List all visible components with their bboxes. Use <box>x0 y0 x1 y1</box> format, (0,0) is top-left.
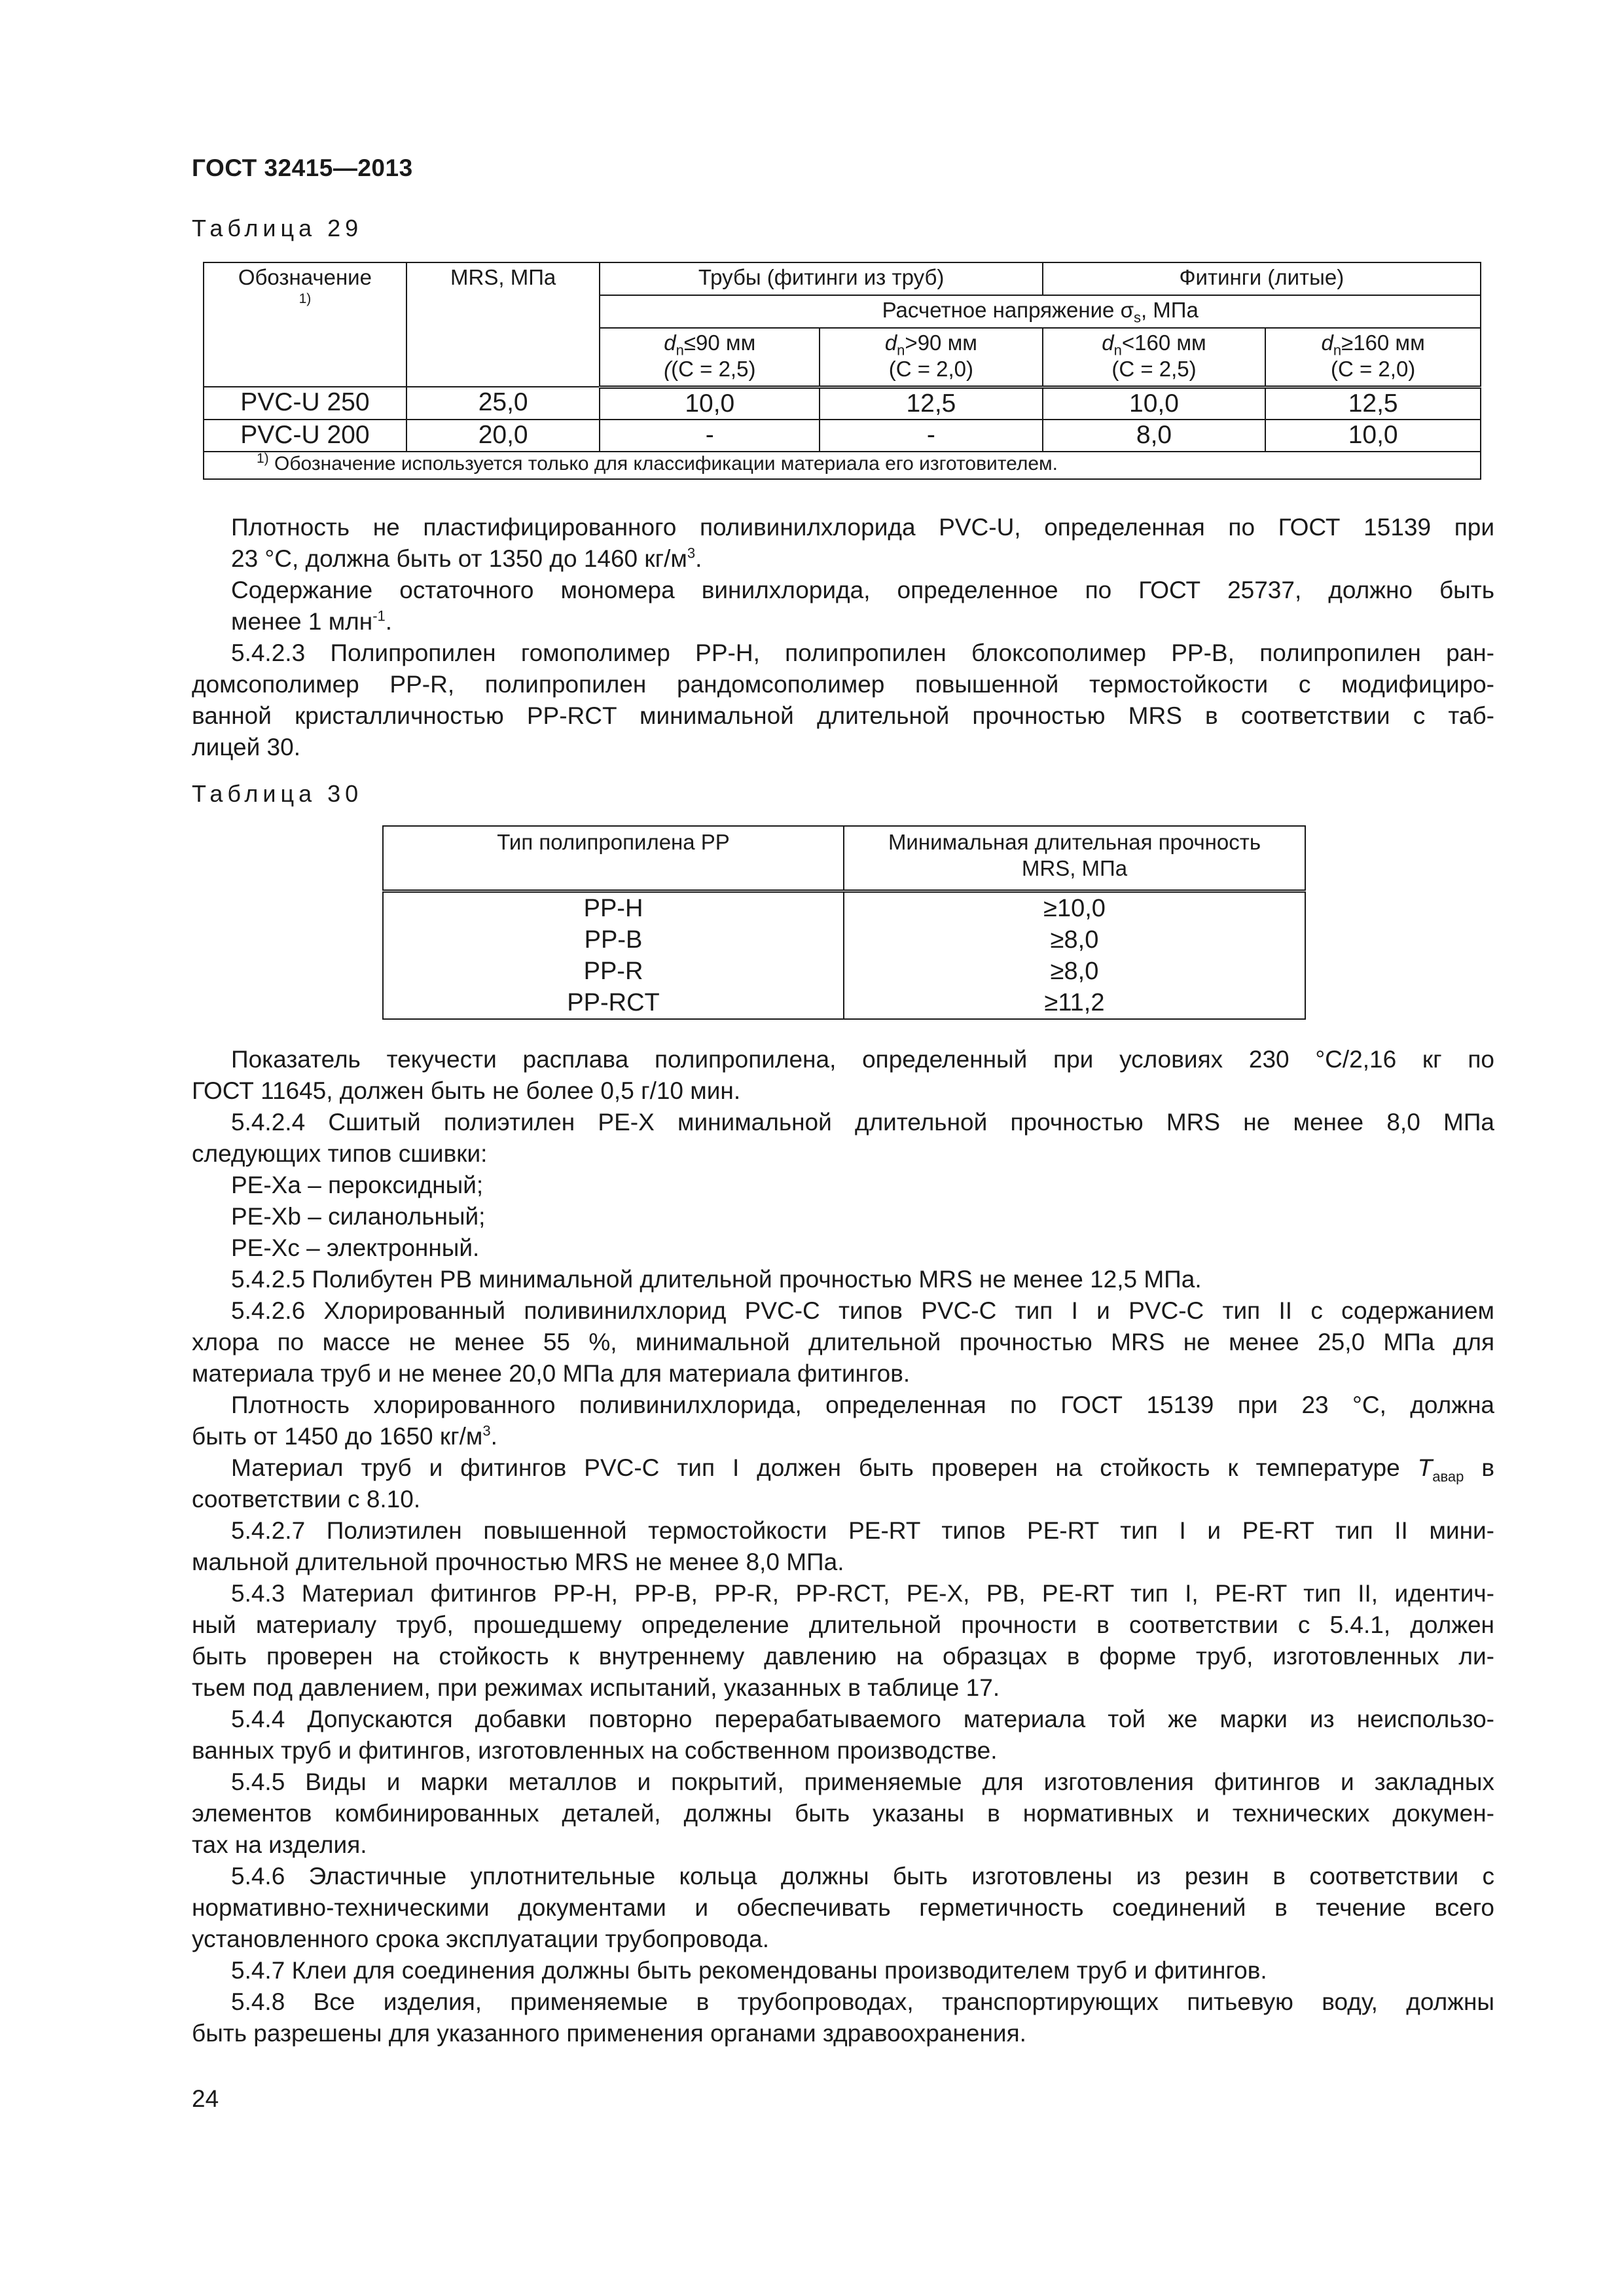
col-fittings-header: Фитинги (литые) <box>1043 262 1481 295</box>
paragraph-monomer: Содержание остаточного мономера винилхлорида, определенное по ГОСТ 25737, должно быть менее 1 млн$^{-1}$. <box>231 577 1494 635</box>
page-number: 24 <box>192 2085 219 2112</box>
paragraph-density-pvc-u: Плотность не пластифицированного поливинилхлорида PVC-U, определенная по ГОСТ 15139 при 23 °C, должна быть от 1350 до 1460 $кг/м^3$. <box>231 514 1494 572</box>
body-text-block: Показатель текучести расплава полипропилена, определенный при условиях 230 °C/2,16 кг по ГОСТ 11645, должен быть не более 0,5 г/10 мин. 5.4.2.4 Сшитый полиэтилен PE-X минимальной длительной прочностью MRS не менее 8,0 МПа следующих типов сшивки: PE-Xa – пероксидный; PE-Xb – силанольный; PE-Xc – электронный. 5.4.2.5 Полибутен PB минимальной длительной прочностью MRS не менее 12,5 МПа. 5.4.2.6 Хлорированный поливинилхлорид PVC-C типов PVC-C тип I и PVC-C тип II с содержанием хлора по массе не менее 55 %, минимальной длительной прочностью MRS не менее 25,0 МПа для материала труб и не менее 20,0 МПа для материала фитингов. Плотность хлорированного поливинилхлорида, определенная по ГОСТ 15139 при 23 °C, должна быть от 1450 до 1650 $кг/м^3$. Материал труб и фитингов PVC-C тип I должен быть проверен на стойкость к температуре $T_{авар}$ в соответствии с 8.10. 5.4.2.7 Полиэтилен повышенной термостойкости PE-RT типов PE-RT тип I и PE-RT тип II мини- мальной длительной прочностью MRS не менее 8,0 МПа. 5.4.3 Материал фитингов PP-H, PP-B, PP-R, PP-RCT, PE-X, PB, PE-RT тип I, PE-RT тип II, идентич- ный материалу труб, прошедшему определение длительной прочности в соответствии с 5.4.1, должен быть проверен на стойкость к внутреннему давлению на образцах в форме труб, изготовленных ли- тьем под давлением, при режимах испытаний, указанных в таблице 17. 5.4.4 Допускаются добавки повторно перерабатываемого материала той же марки из неиспользо- ванных труб и фитингов, изготовленных на собственном производстве. 5.4.5 Виды и марки металлов и покрытий, применяемые для изготовления фитингов и закладных элементов комбинированных деталей, должны быть указаны в нормативных и технических докумен- тах на изделия. 5.4.6 Эластичные уплотнительные кольца должны быть изготовлены из резин в соответствии с нормативно-техническими документами и обеспечивать герметичность соединений в течение всего установленного срока эксплуатации трубопровода. 5.4.7 Клеи для соединения должны быть рекомендованы производителем труб и фитингов. 5.4.8 Все изделия, применяемые в трубопроводах, транспортирующих питьевую воду, должны быть разрешены для указанного применения органами здравоохранения. <box>192 1046 1494 2047</box>
col-designation-header: Обозначение $^{1)}$ <box>204 262 406 387</box>
paragraph-5-4-2-3: 5.4.2.3 Полипропилен гомополимер PP-H, полипропилен блоксополимер PP-B, полипропилен ран- домсополимер PP-R, полипропилен рандомсополимер повышенной термостойкости с модифициро- ванной кристалличностью PP-RCT минимальной длительной прочностью MRS в соответствии с таб- лицей 30. <box>192 639 1494 761</box>
table-29 <box>203 262 1481 480</box>
document-header: ГОСТ 32415—2013 <box>192 154 413 181</box>
table-row: PP-RCT ≥11,2 <box>383 987 1305 1019</box>
table-29-caption: Таблица 29 <box>192 215 363 242</box>
sub-header-3: $d_n<160$ мм (C = 2,5) <box>1043 328 1266 387</box>
col-min-mrs-header: Минимальная длительная прочность MRS, МПа <box>844 826 1305 891</box>
col-mrs-header: MRS, МПа <box>406 262 600 387</box>
sub-header-4: $d_n\ge 160$ мм (C = 2,0) <box>1265 328 1481 387</box>
table-row: PP-B ≥8,0 <box>383 924 1305 956</box>
table-row: PVC-U 200 20,0 - - 8,0 10,0 <box>204 420 1481 452</box>
col-stress-header: Расчетное напряжение $\sigma_s$, МПа <box>600 295 1481 328</box>
col-pp-type-header: Тип полипропилена PP <box>383 826 844 891</box>
table-row: PP-H ≥10,0 <box>383 891 1305 925</box>
table-row: PVC-U 250 25,0 10,0 12,5 10,0 12,5 <box>204 387 1481 420</box>
col-pipes-header: Трубы (фитинги из труб) <box>600 262 1042 295</box>
table-30-caption: Таблица 30 <box>192 780 363 807</box>
sub-header-2: $d_n>90$ мм (C = 2,0) <box>820 328 1043 387</box>
sub-header-1: $d_n\le 90$ мм ((C = 2,5) <box>600 328 820 387</box>
table-29-footnote: $^{1)}$ Обозначение используется только для классификации материала его изготовителем. <box>204 452 1481 479</box>
table-30 <box>382 825 1306 1020</box>
table-row: PP-R ≥8,0 <box>383 956 1305 987</box>
